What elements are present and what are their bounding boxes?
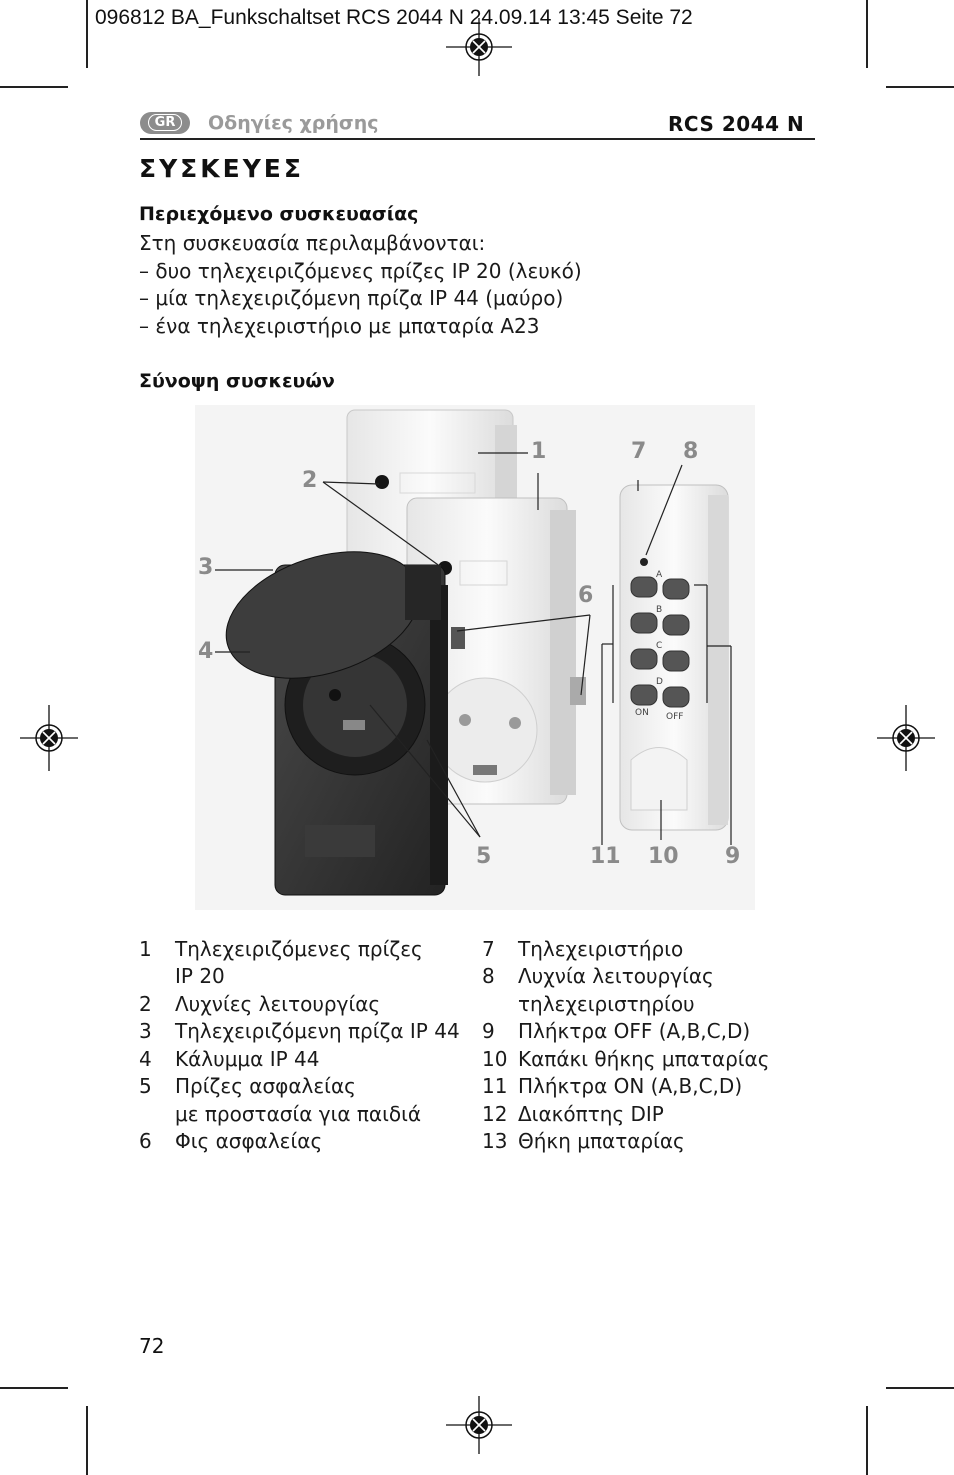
legend-number: 5 xyxy=(139,1074,152,1098)
header-title: Οδηγίες χρήσης xyxy=(208,112,379,134)
legend-text: IP 20 xyxy=(175,964,225,988)
legend-text: Θήκη μπαταρίας xyxy=(518,1129,685,1153)
legend-number: 1 xyxy=(139,937,152,961)
remote-label-on: ON xyxy=(635,708,649,718)
callout-label: 6 xyxy=(578,583,594,608)
legend-number: 3 xyxy=(139,1019,152,1043)
legend-right xyxy=(482,937,812,1167)
legend-number: 8 xyxy=(482,964,495,988)
callout-label: 7 xyxy=(631,439,647,464)
legend-number: 10 xyxy=(482,1047,508,1071)
legend-text: Τηλεχειριστήριο xyxy=(518,937,684,961)
callout-label: 9 xyxy=(725,844,741,869)
remote-label-off: OFF xyxy=(666,712,684,722)
callout-label: 5 xyxy=(476,844,492,869)
legend-number: 9 xyxy=(482,1019,495,1043)
remote-label-c: C xyxy=(656,641,663,651)
page-number: 72 xyxy=(139,1334,165,1358)
legend-text: Πλήκτρα ON (A,B,C,D) xyxy=(518,1074,743,1098)
registration-mark-icon xyxy=(446,18,512,76)
language-badge: GR xyxy=(140,112,190,134)
legend-number: 2 xyxy=(139,992,152,1016)
remote-label-b: B xyxy=(656,605,663,615)
legend-text: Τηλεχειριζόμενες πρίζες xyxy=(175,937,423,961)
package-intro: Στη συσκευασία περιλαμβάνονται: xyxy=(139,231,486,255)
legend-text: Κάλυμμα IP 44 xyxy=(175,1047,320,1071)
callout-label: 10 xyxy=(648,844,679,869)
legend-text: Τηλεχειριζόμενη πρίζα IP 44 xyxy=(175,1019,460,1043)
callout-label: 11 xyxy=(590,844,621,869)
legend-text: Διακόπτης DIP xyxy=(518,1102,664,1126)
legend-left xyxy=(139,937,469,1167)
overview-heading: Σύνοψη συσκευών xyxy=(139,370,335,392)
legend-number: 4 xyxy=(139,1047,152,1071)
legend-text: με προστασία για παιδιά xyxy=(175,1102,422,1126)
callout-label: 8 xyxy=(683,439,699,464)
legend-text: Καπάκι θήκης μπαταρίας xyxy=(518,1047,770,1071)
product-overview-figure xyxy=(195,405,755,910)
remote-label-a: A xyxy=(656,570,663,580)
remote-label-d: D xyxy=(656,677,663,687)
print-slug: 096812 BA_Funkschaltset RCS 2044 N 24.09.14 13:45 Seite 72 xyxy=(95,6,693,29)
model-name: RCS 2044 N xyxy=(668,112,805,136)
registration-mark-icon xyxy=(20,705,78,771)
package-item: – μία τηλεχειριζόμενη πρίζα IP 44 (μαύρο) xyxy=(139,286,564,310)
legend-number: 11 xyxy=(482,1074,508,1098)
legend-number: 7 xyxy=(482,937,495,961)
registration-mark-icon xyxy=(446,1396,512,1454)
legend-text: Λυχνία λειτουργίας xyxy=(518,964,714,988)
callout-label: 3 xyxy=(198,555,214,580)
callout-label: 2 xyxy=(302,468,318,493)
package-item: – ένα τηλεχειριστήριο με μπαταρία A23 xyxy=(139,314,540,338)
section-title: ΣΥΣΚΕΥΕΣ xyxy=(139,154,304,183)
registration-mark-icon xyxy=(877,705,935,771)
legend-number: 12 xyxy=(482,1102,508,1126)
package-item: – δυο τηλεχειριζόμενες πρίζες IP 20 (λευκό) xyxy=(139,259,582,283)
callout-label: 1 xyxy=(531,439,547,464)
remote-control xyxy=(620,485,728,830)
package-heading: Περιεχόμενο συσκευασίας xyxy=(139,203,419,225)
legend-text: Πρίζες ασφαλείας xyxy=(175,1074,356,1098)
legend-text: Φις ασφαλείας xyxy=(175,1129,323,1153)
callout-label: 4 xyxy=(198,639,214,664)
legend-text: τηλεχειριστηρίου xyxy=(518,992,695,1016)
legend-number: 13 xyxy=(482,1129,508,1153)
header-divider xyxy=(140,138,815,140)
legend-text: Λυχνίες λειτουργίας xyxy=(175,992,381,1016)
legend-text: Πλήκτρα OFF (A,B,C,D) xyxy=(518,1019,751,1043)
legend-number: 6 xyxy=(139,1129,152,1153)
